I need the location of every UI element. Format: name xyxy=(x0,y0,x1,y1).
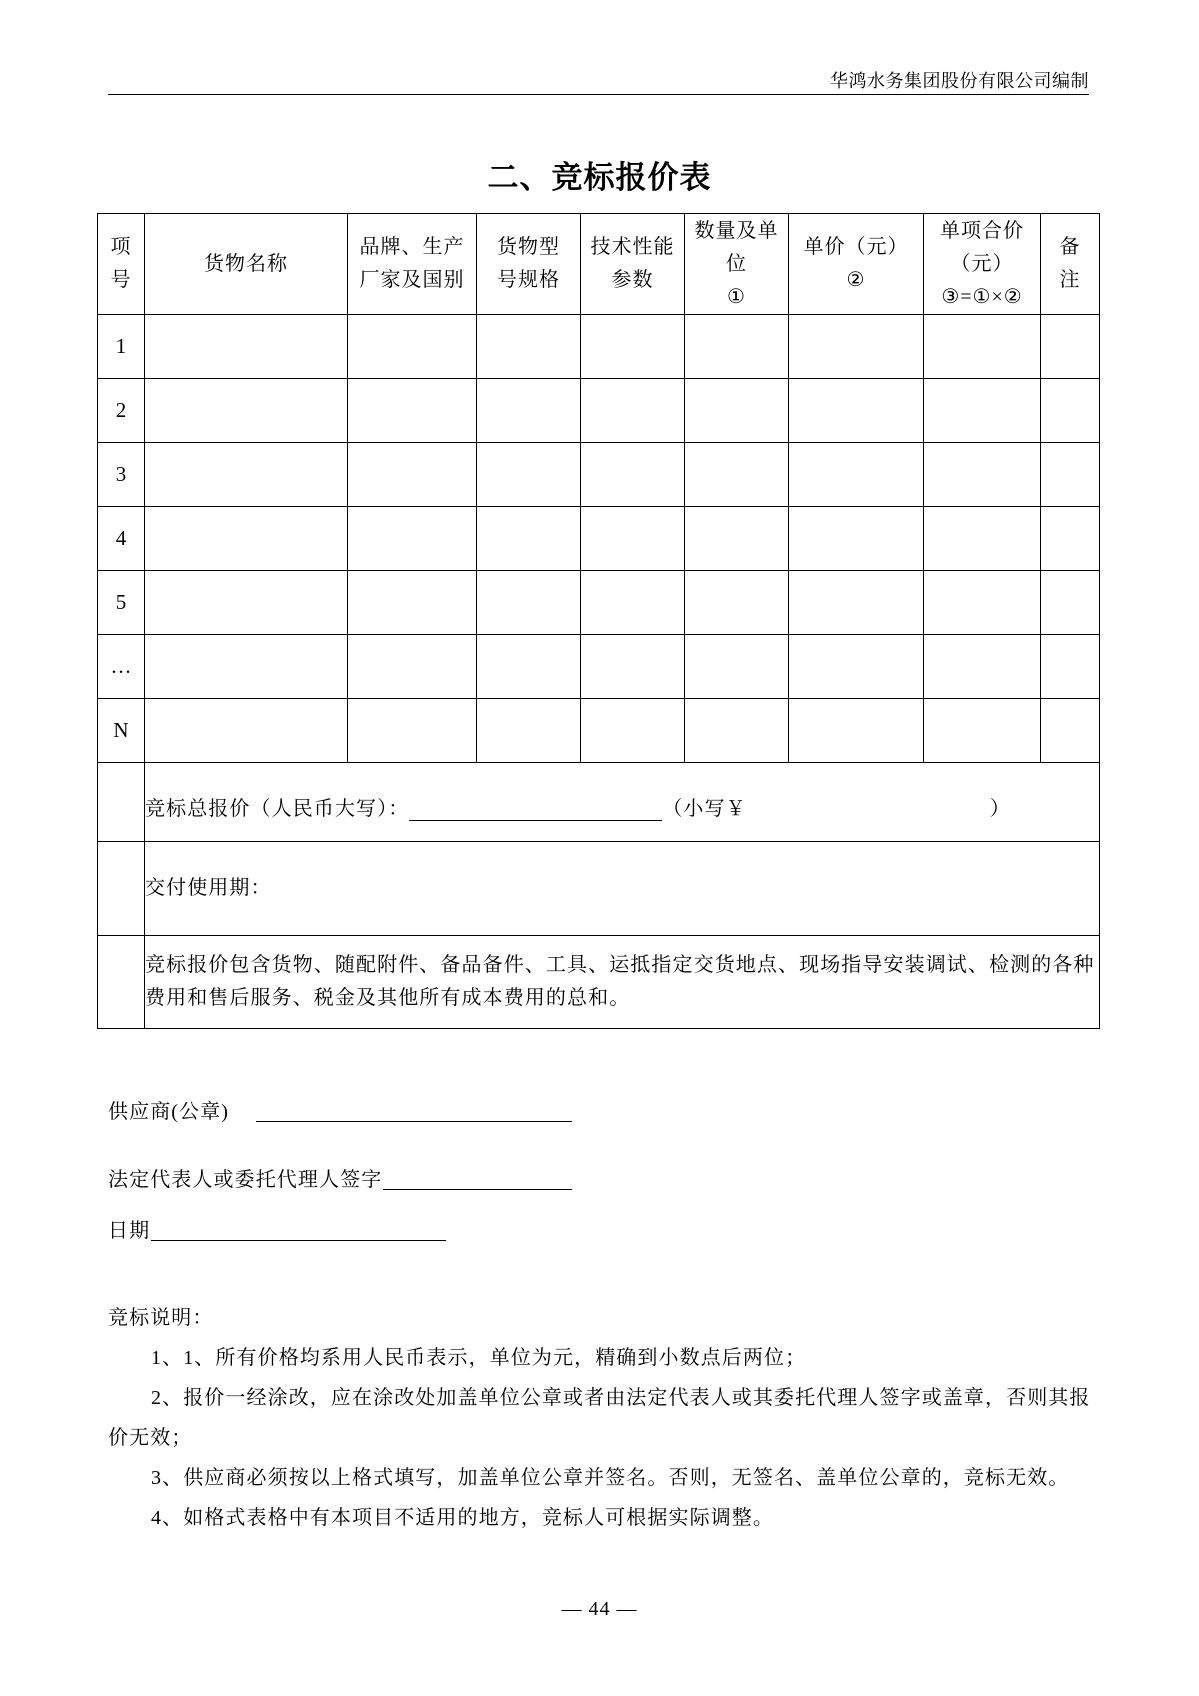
row-number: 2 xyxy=(98,379,145,443)
total-price-label: 竞标总报价（人民币大写）： xyxy=(145,798,410,820)
subtotal-cell xyxy=(924,315,1041,379)
model-cell xyxy=(477,315,581,379)
goods-name-cell xyxy=(145,379,348,443)
table-row xyxy=(98,635,1100,699)
row-number: 3 xyxy=(98,443,145,507)
tech-params-cell xyxy=(581,443,685,507)
total-price-lowercase-blank xyxy=(747,798,990,821)
representative-signature-blank xyxy=(383,1189,572,1190)
remarks-cell xyxy=(1041,571,1100,635)
page-number: — 44 — xyxy=(561,1598,638,1620)
table-header-row xyxy=(98,214,1100,315)
model-cell xyxy=(477,379,581,443)
table-row xyxy=(98,315,1100,379)
model-cell xyxy=(477,635,581,699)
remarks-cell xyxy=(1041,507,1100,571)
brand-cell xyxy=(348,507,477,571)
subtotal-cell xyxy=(924,379,1041,443)
header-goods-name: 货物名称 xyxy=(145,214,348,315)
unit-price-cell xyxy=(789,571,924,635)
header-remarks: 备 注 xyxy=(1041,214,1100,315)
remarks-cell xyxy=(1041,635,1100,699)
representative-signature-label: 法定代表人或委托代理人签字 xyxy=(108,1169,383,1191)
tech-params-cell xyxy=(581,315,685,379)
brand-cell xyxy=(348,379,477,443)
total-price-lowercase-label: （小写￥ xyxy=(662,798,747,820)
quantity-cell xyxy=(685,315,789,379)
instructions-heading: 竞标说明： xyxy=(108,1307,214,1329)
quote-table xyxy=(97,213,1100,1029)
quantity-cell xyxy=(685,443,789,507)
supplier-seal-blank xyxy=(256,1121,572,1122)
tech-params-cell xyxy=(581,507,685,571)
brand-cell xyxy=(348,443,477,507)
document-header-org: 华鸿水务集团股份有限公司编制 xyxy=(830,71,1089,91)
header-item-no: 项 号 xyxy=(98,214,145,315)
brand-cell xyxy=(348,635,477,699)
tech-params-cell xyxy=(581,635,685,699)
remarks-cell xyxy=(1041,379,1100,443)
brand-cell xyxy=(348,699,477,763)
unit-price-cell xyxy=(789,315,924,379)
goods-name-cell xyxy=(145,315,348,379)
instruction-item: 4、如格式表格中有本项目不适用的地方，竞标人可根据实际调整。 xyxy=(151,1507,774,1529)
price-note-text: 竞标报价包含货物、随配附件、备品备件、工具、运抵指定交货地点、现场指导安装调试、检测的各种费用和售后服务、税金及其他所有成本费用的总和。 xyxy=(145,936,1100,1029)
header-brand-origin: 品牌、生产 厂家及国别 xyxy=(348,214,477,315)
subtotal-cell xyxy=(924,443,1041,507)
table-row xyxy=(98,379,1100,443)
instruction-item: 2、报价一经涂改，应在涂改处加盖单位公章或者由法定代表人或其委托代理人签字或盖章，否则其报价无效； xyxy=(108,1387,1091,1449)
tech-params-cell xyxy=(581,379,685,443)
goods-name-cell xyxy=(145,571,348,635)
quantity-cell xyxy=(685,635,789,699)
model-cell xyxy=(477,699,581,763)
unit-price-cell xyxy=(789,507,924,571)
total-price-uppercase-blank xyxy=(409,797,662,821)
delivery-period-label: 交付使用期： xyxy=(145,842,1100,936)
table-cell-blank xyxy=(98,842,145,936)
unit-price-cell xyxy=(789,635,924,699)
subtotal-cell xyxy=(924,699,1041,763)
goods-name-cell xyxy=(145,443,348,507)
unit-price-cell xyxy=(789,443,924,507)
quantity-cell xyxy=(685,507,789,571)
header-tech-params: 技术性能 参数 xyxy=(581,214,685,315)
remarks-cell xyxy=(1041,699,1100,763)
subtotal-cell xyxy=(924,507,1041,571)
total-price-close-paren: ） xyxy=(989,798,1011,820)
row-number: 5 xyxy=(98,571,145,635)
total-price-cell xyxy=(145,763,1100,842)
header-model-spec: 货物型 号规格 xyxy=(477,214,581,315)
total-price-row xyxy=(98,763,1100,842)
row-number: N xyxy=(98,699,145,763)
row-number: … xyxy=(98,635,145,699)
quantity-cell xyxy=(685,379,789,443)
table-row xyxy=(98,699,1100,763)
header-unit-price: 单价（元） ② xyxy=(789,214,924,315)
supplier-seal-label: 供应商(公章) xyxy=(108,1101,230,1123)
bidding-instructions xyxy=(108,1298,1100,1538)
tech-params-cell xyxy=(581,699,685,763)
subtotal-cell xyxy=(924,635,1041,699)
table-cell-blank xyxy=(98,763,145,842)
subtotal-cell xyxy=(924,571,1041,635)
date-label: 日期 xyxy=(108,1220,151,1242)
tech-params-cell xyxy=(581,571,685,635)
row-number: 4 xyxy=(98,507,145,571)
header-subtotal: 单项合价 （元） ③=①×② xyxy=(924,214,1041,315)
brand-cell xyxy=(348,571,477,635)
table-row xyxy=(98,571,1100,635)
table-row xyxy=(98,443,1100,507)
instruction-item: 1、1、所有价格均系用人民币表示，单位为元，精确到小数点后两位； xyxy=(151,1347,807,1369)
row-number: 1 xyxy=(98,315,145,379)
delivery-row xyxy=(98,842,1100,936)
model-cell xyxy=(477,507,581,571)
total-price-line xyxy=(145,783,1099,821)
remarks-cell xyxy=(1041,443,1100,507)
table-row xyxy=(98,507,1100,571)
quantity-cell xyxy=(685,699,789,763)
brand-cell xyxy=(348,315,477,379)
model-cell xyxy=(477,571,581,635)
model-cell xyxy=(477,443,581,507)
goods-name-cell xyxy=(145,507,348,571)
unit-price-cell xyxy=(789,379,924,443)
header-quantity-unit: 数量及单 位 ① xyxy=(685,214,789,315)
remarks-cell xyxy=(1041,315,1100,379)
price-note-row xyxy=(98,936,1100,1029)
instruction-item: 3、供应商必须按以上格式填写，加盖单位公章并签名。否则，无签名、盖单位公章的，竞标无效。 xyxy=(151,1467,1070,1489)
header-divider xyxy=(108,94,1089,95)
quantity-cell xyxy=(685,571,789,635)
page-title: 二、竞标报价表 xyxy=(487,160,712,195)
date-blank xyxy=(151,1240,446,1241)
goods-name-cell xyxy=(145,635,348,699)
table-cell-blank xyxy=(98,936,145,1029)
unit-price-cell xyxy=(789,699,924,763)
goods-name-cell xyxy=(145,699,348,763)
